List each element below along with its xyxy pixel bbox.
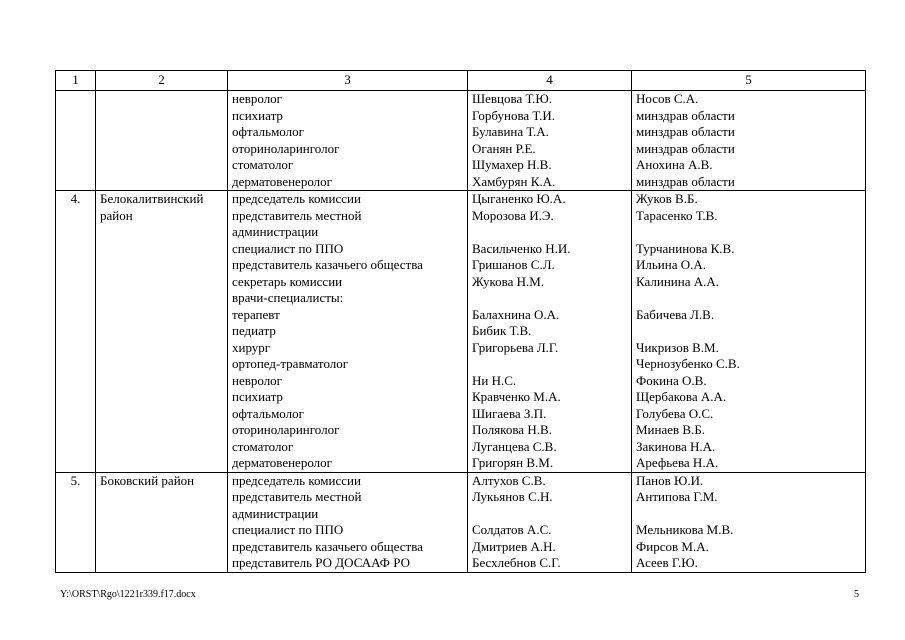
member-line: Бибик Т.В. [472, 323, 532, 338]
deputy-line: Мельникова М.В. [636, 522, 734, 537]
deputy-line: Чикризов В.М. [636, 339, 719, 355]
member-line: Жукова Н.М. [472, 273, 545, 289]
member-line: Полякова Н.В. [472, 422, 552, 437]
position-cell [228, 191, 468, 473]
deputy-line: Турчанинова К.В. [636, 240, 735, 256]
table-row [56, 191, 866, 473]
position-line: психиатр [232, 389, 283, 404]
member-line: Солдатов А.С. [472, 522, 552, 537]
member-line: Ни Н.С. [472, 372, 517, 388]
member-line: Григорьева Л.Г. [472, 339, 559, 355]
member-line [472, 224, 627, 241]
deputy-line: Антипова Г.М. [636, 489, 718, 504]
deputy-line: Жуков В.Б. [636, 191, 698, 206]
position-line: председатель комиссии [232, 191, 361, 206]
deputy-line: Анохина А.В. [636, 157, 713, 172]
member-line: Кравченко М.А. [472, 389, 561, 404]
position-line: представитель РО ДОСААФ РО [232, 555, 410, 570]
position-line: педиатр [232, 323, 276, 338]
position-line: представитель казачьего общества [232, 257, 423, 272]
deputy-line: минздрав области [636, 107, 735, 123]
member-line [472, 356, 627, 373]
deputy-line [636, 323, 861, 340]
deputy-cell [632, 91, 866, 191]
deputy-line: Тарасенко Т.В. [636, 207, 718, 223]
deputy-line: Асеев Г.Ю. [636, 555, 698, 570]
member-line: Шевцова Т.Ю. [472, 91, 552, 106]
table-row [56, 91, 866, 191]
member-line: Васильченко Н.И. [472, 240, 571, 256]
table-row [56, 472, 866, 572]
position-line: оториноларинголог [232, 140, 340, 156]
position-cell [228, 91, 468, 191]
position-cell [228, 472, 468, 572]
header-cell-1: 1 [56, 71, 96, 91]
position-line: дерматовенеролог [232, 455, 332, 470]
member-line: Морозова И.Э. [472, 207, 554, 223]
position-line: представитель казачьего общества [232, 538, 423, 554]
member-line [472, 506, 627, 523]
district-name: Белокалитвинский район [96, 191, 228, 473]
member-line: Алтухов С.В. [472, 472, 546, 488]
member-line: Оганян Р.Е. [472, 140, 536, 156]
deputy-line: Арефьева Н.А. [636, 455, 719, 470]
position-line: специалист по ППО [232, 240, 344, 256]
member-line: Гришанов С.Л. [472, 257, 555, 272]
member-cell [468, 191, 632, 473]
row-number: 5. [56, 472, 96, 572]
member-line: Луганцева С.В. [472, 438, 557, 454]
document-table [55, 70, 866, 573]
position-line: ортопед-травматолог [232, 356, 349, 371]
position-line: специалист по ППО [232, 522, 344, 537]
position-line: секретарь комиссии [232, 273, 343, 289]
member-line: Шигаева З.П. [472, 405, 547, 421]
row-number: 4. [56, 191, 96, 473]
deputy-line: Чернозубенко С.В. [636, 356, 740, 371]
position-line: офтальмолог [232, 405, 304, 421]
position-line: представитель местной [232, 489, 362, 504]
footer-page-number: 5 [854, 589, 859, 600]
deputy-line: минздрав области [636, 173, 735, 189]
member-line: Цыганенко Ю.А. [472, 191, 566, 206]
position-line: стоматолог [232, 438, 294, 454]
deputy-line: минздрав области [636, 124, 735, 139]
deputy-line: минздрав области [636, 140, 735, 156]
deputy-line: Фирсов М.А. [636, 538, 709, 554]
member-line: Григорян В.М. [472, 455, 554, 470]
position-line: администрации [232, 224, 319, 239]
footer-file-path: Y:\ORST\Rgo\1221r339.f17.docx [60, 589, 196, 600]
member-line [472, 290, 627, 307]
position-line: оториноларинголог [232, 422, 340, 437]
deputy-line: Носов С.А. [636, 91, 699, 106]
member-line: Горбунова Т.И. [472, 107, 555, 123]
deputy-line: Голубева О.С. [636, 405, 714, 421]
deputy-line: Панов Ю.И. [636, 472, 704, 488]
position-line: стоматолог [232, 157, 294, 172]
position-line: психиатр [232, 107, 283, 123]
row-number [56, 91, 96, 191]
table-body [56, 91, 866, 573]
member-line: Хамбурян К.А. [472, 173, 556, 189]
district-name: Боковский район [96, 472, 228, 572]
member-line: Булавина Т.А. [472, 124, 549, 139]
position-line: офтальмолог [232, 124, 304, 139]
header-cell-4: 4 [468, 71, 632, 91]
position-line: администрации [232, 505, 319, 521]
deputy-line [636, 224, 861, 241]
position-line: терапевт [232, 306, 280, 322]
position-line: председатель комиссии [232, 472, 361, 488]
header-row [56, 71, 866, 91]
position-line: невролог [232, 372, 283, 388]
member-line: Балахнина О.А. [472, 306, 560, 322]
member-line: Бесхлебнов С.Г. [472, 555, 561, 570]
deputy-line: Щербакова А.А. [636, 389, 727, 404]
deputy-cell [632, 191, 866, 473]
deputy-line [636, 290, 861, 307]
header-cell-5: 5 [632, 71, 866, 91]
position-line: хирург [232, 339, 271, 355]
header-cell-3: 3 [228, 71, 468, 91]
position-line: дерматовенеролог [232, 173, 332, 189]
deputy-line [636, 506, 861, 523]
member-line: Дмитриев А.Н. [472, 538, 556, 554]
member-line: Лукьянов С.Н. [472, 489, 553, 504]
position-line: врачи-специалисты: [232, 290, 344, 305]
deputy-line: Калинина А.А. [636, 273, 719, 289]
deputy-line: Фокина О.В. [636, 372, 707, 388]
deputy-line: Бабичева Л.В. [636, 306, 715, 322]
member-cell [468, 91, 632, 191]
position-line: невролог [232, 91, 283, 106]
member-cell [468, 472, 632, 572]
member-line: Шумахер Н.В. [472, 157, 552, 172]
deputy-line: Закинова Н.А. [636, 438, 716, 454]
deputy-line: Ильина О.А. [636, 257, 707, 272]
position-line: представитель местной [232, 207, 362, 223]
header-cell-2: 2 [96, 71, 228, 91]
deputy-cell [632, 472, 866, 572]
district-name [96, 91, 228, 191]
deputy-line: Минаев В.Б. [636, 422, 706, 437]
